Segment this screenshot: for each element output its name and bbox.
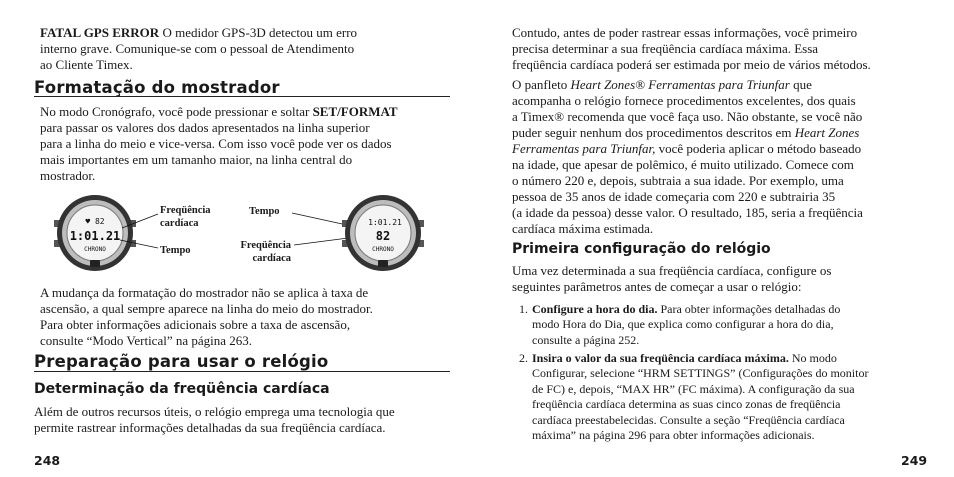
watch2-bottom-line: CHRONO — [372, 246, 394, 253]
page-number-right: 249 — [901, 453, 928, 468]
fatal-gps-error-term: FATAL GPS ERROR — [40, 25, 160, 40]
watch1-mid-line: 1:01.21 — [69, 229, 121, 243]
watch1-top-line: ♥ 82 — [85, 217, 105, 226]
subsection-title-heart-rate: Determinação da freqüência cardíaca — [34, 381, 330, 397]
subsection-title-first-setup: Primeira configuração do relógio — [512, 241, 771, 257]
heart-rate-intro-paragraph: Além de outros recursos úteis, o relógio emprega uma tecnologia que permite rastrear informações detalhadas da sua freqüência cardíaca. — [34, 404, 395, 435]
list-item: 2. Insira o valor da sua freqüência cardíaca máxima. No modo Configurar, selecione “HRM SETTINGS” (Configurações do monitor de FC) e, depois, “MAX HR” (FC máxima). A configuração da sua freqüência cardíaca determina as suas cinco zonas de freqüência cardíaca preestabelecidas. Consulte a seção “Freqüência cardíaca máxima” na página 296 para obter informações adicionais. — [519, 351, 869, 443]
set-format-button-term: SET/FORMAT — [312, 104, 398, 119]
section-title-preparation: Preparação para usar o relógio — [34, 352, 329, 371]
ascent-rate-paragraph: A mudança da formatação do mostrador não se aplica à taxa de ascensão, a qual sempre aparece na linha do meio do mostrador. Para obter informações adicionais sobre a taxa de ascensão, consulte “Modo Vertical” na página 263. — [40, 285, 373, 348]
first-setup-paragraph: Uma vez determinada a sua freqüência cardíaca, configure os seguintes parâmetros antes de começar a usar o relógio: — [512, 263, 832, 294]
section-rule — [34, 371, 450, 372]
page-number-left: 248 — [34, 453, 61, 468]
caption-hr-2: Freqüência cardíaca — [240, 240, 291, 264]
section-rule — [34, 96, 450, 97]
caption-time-1: Tempo — [160, 245, 191, 256]
caption-time-2: Tempo — [249, 206, 280, 217]
watch-illustration-time-top — [340, 190, 426, 276]
section-title-display-format: Formatação do mostrador — [34, 78, 280, 97]
heart-zones-title: Heart Zones® Ferramentas para Triunfar — [570, 77, 790, 92]
watch2-top-line: 1:01.21 — [368, 218, 402, 227]
watch2-mid-line: 82 — [375, 229, 391, 243]
max-hr-paragraph: Contudo, antes de poder rastrear essas informações, você primeiro precisa determinar a sua freqüência cardíaca máxima. Essa freqüência cardíaca poderá ser estimada por meio de vários métodos. — [512, 25, 871, 72]
fatal-gps-error-paragraph: FATAL GPS ERROR O medidor GPS-3D detectou um erro interno grave. Comunique-se com o pessoal de Atendimento ao Cliente Timex. — [40, 25, 358, 72]
display-format-paragraph: No modo Cronógrafo, você pode pressionar e soltar SET/FORMAT para passar os valores dos dados apresentados na linha superior para a linha do meio e vice-versa. Com isso você pode ver os dados mais importantes em um tamanho maior, na linha central do mostrador. — [40, 104, 398, 183]
caption-hr-1: Freqüência cardíaca — [160, 205, 211, 229]
list-item: 1. Configure a hora do dia. Para obter informações detalhadas do modo Hora do Dia, que explica como configurar a hora do dia, consulte a página 252. — [519, 302, 841, 347]
watch1-bottom-line: CHRONO — [84, 246, 106, 253]
heart-zones-paragraph: O panfleto Heart Zones® Ferramentas para Triunfar que acompanha o relógio fornece procedimentos excelentes, dos quais a Timex® recomenda que você faça uso. Não obstante, se você não puder seguir nenhum dos procedimentos descritos em Heart Zones Ferramentas para Triunfar, você poderia aplicar o método baseado na idade, que apesar de polêmico, é muito utilizado. Comece com o número 220 e, depois, subtraia a sua idade. Por exemplo, uma pessoa de 35 anos de idade começaria com 220 e subtrairia 35 (a idade da pessoa) desse valor. O resultado, 185, seria a freqüência cardíaca máxima estimada. — [512, 77, 863, 236]
